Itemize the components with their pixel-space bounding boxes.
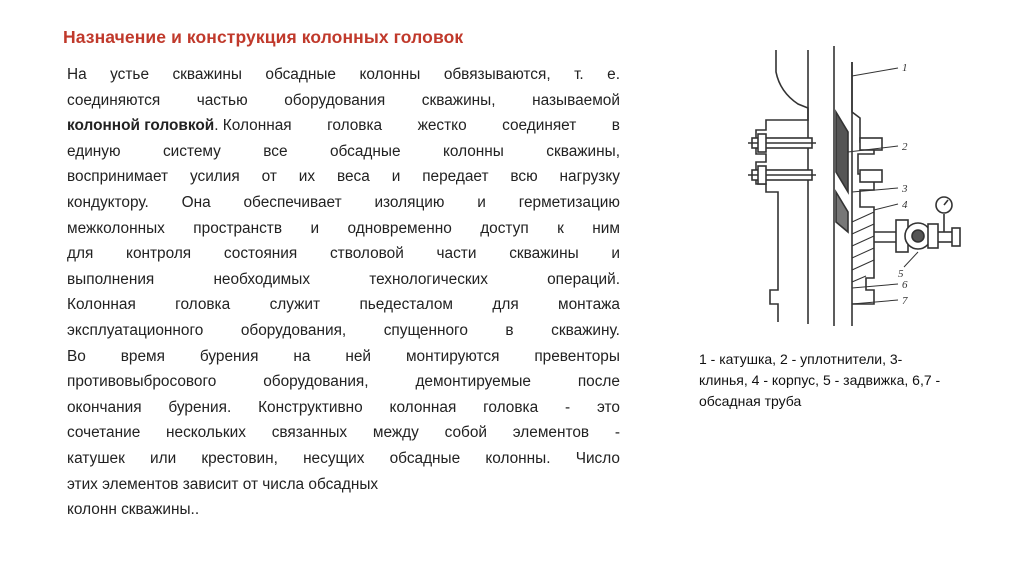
- column-head-diagram: [748, 42, 974, 332]
- diagram-label-1: 1: [902, 62, 908, 74]
- paragraph-line: [67, 344, 620, 370]
- paragraph-word: веса: [336, 168, 370, 186]
- diagram-label-7: 7: [902, 295, 908, 307]
- paragraph-line: [67, 292, 620, 318]
- paragraph-word: На: [67, 66, 87, 83]
- paragraph-word: соединяются: [67, 91, 161, 109]
- paragraph-word: эксплуатационного: [67, 321, 204, 339]
- paragraph-line: [67, 395, 620, 421]
- paragraph-word: элементов: [512, 424, 590, 442]
- right-flange: [852, 62, 874, 304]
- valve: [874, 197, 960, 252]
- paragraph-word: между: [372, 424, 419, 442]
- paragraph-word: служит: [269, 296, 321, 314]
- paragraph-word: колонны: [359, 66, 421, 83]
- diagram-label-6: 6: [902, 279, 908, 291]
- paragraph-text: этих элементов зависит от числа обсадных: [67, 475, 379, 493]
- paragraph-word: противовыбросового: [67, 373, 217, 391]
- paragraph-word: -: [614, 424, 620, 442]
- paragraph-word: Конструктивно: [258, 398, 363, 416]
- caption-line: обсадная труба: [699, 393, 802, 409]
- paragraph-word: сочетание: [67, 424, 141, 442]
- paragraph-word: колонной головкой. Колонная: [67, 117, 292, 135]
- paragraph-line: [67, 267, 620, 293]
- paragraph-word: головка: [483, 398, 539, 416]
- bold-term: колонной головкой: [67, 117, 215, 135]
- paragraph-line: [67, 139, 620, 165]
- paragraph-word: систему: [162, 142, 221, 160]
- paragraph-word: воспринимает: [67, 168, 169, 186]
- diagram-label-3: 3: [902, 183, 908, 195]
- paragraph-word: в: [505, 321, 514, 339]
- paragraph-line: [67, 164, 620, 190]
- diagram-label-5: 5: [898, 268, 904, 280]
- paragraph-word: демонтируемые: [415, 373, 531, 391]
- paragraph-word: их: [298, 168, 316, 186]
- paragraph-word: оборудования,: [263, 373, 369, 391]
- paragraph-word: колонны: [442, 142, 504, 160]
- paragraph-word: соединяет: [502, 117, 577, 135]
- paragraph-word: бурения.: [168, 398, 232, 416]
- paragraph-word: нескольких: [166, 424, 246, 442]
- paragraph-word: окончания: [67, 398, 142, 416]
- paragraph-line: [67, 190, 620, 216]
- paragraph-word: скважины,: [421, 91, 496, 109]
- paragraph-word: называемой: [532, 91, 620, 109]
- paragraph-word: контроля: [126, 245, 192, 263]
- paragraph-word: к: [557, 219, 564, 237]
- paragraph-word: после: [577, 373, 620, 391]
- paragraph-word: всю: [510, 168, 538, 186]
- paragraph-word: Колонная: [67, 296, 136, 314]
- paragraph-word: Она: [181, 193, 211, 211]
- paragraph-line: [67, 446, 620, 472]
- paragraph-line: [67, 88, 620, 114]
- paragraph-text: колонн скважины..: [67, 501, 200, 519]
- paragraph-word: Во: [67, 347, 86, 365]
- paragraph-line: [67, 62, 620, 88]
- paragraph-word: головка: [175, 296, 231, 314]
- paragraph-word: превенторы: [534, 347, 620, 365]
- paragraph-word: связанных: [271, 424, 348, 442]
- paragraph-word: операций.: [547, 270, 620, 288]
- paragraph-word: т.: [574, 66, 584, 83]
- paragraph-line: [67, 420, 620, 446]
- paragraph-line: [67, 318, 620, 344]
- paragraph-word: состояния: [223, 245, 298, 263]
- paragraph-word: скважины,: [546, 142, 620, 160]
- paragraph-word: монтажа: [558, 296, 620, 314]
- paragraph-line: [67, 216, 620, 242]
- paragraph-word: пьедесталом: [359, 296, 453, 314]
- paragraph-word: части: [436, 245, 477, 263]
- paragraph-word: нагрузку: [559, 168, 620, 186]
- paragraph-word: головка: [327, 117, 383, 135]
- paragraph-word: время: [120, 347, 165, 365]
- paragraph-word: и: [391, 168, 401, 186]
- spool-contour: [756, 50, 808, 322]
- paragraph-word: в: [611, 117, 620, 135]
- paragraph-word: одновременно: [347, 219, 452, 237]
- paragraph-word: пространств: [193, 219, 283, 237]
- paragraph-word: Число: [575, 449, 620, 467]
- paragraph-line: [67, 369, 620, 395]
- paragraph-word: передает: [422, 168, 489, 186]
- paragraph-word: и: [310, 219, 320, 237]
- paragraph-word: обсадные: [329, 142, 401, 160]
- paragraph-word: ним: [592, 219, 620, 237]
- paragraph-word: технологических: [369, 270, 488, 288]
- paragraph-word: е.: [607, 66, 620, 83]
- paragraph-word: обсадные: [389, 449, 461, 467]
- diagram-label-2: 2: [902, 141, 908, 153]
- paragraph-word: оборудования,: [240, 321, 347, 339]
- paragraph-word: доступ: [480, 219, 529, 237]
- paragraph-word: межколонных: [67, 219, 165, 237]
- paragraph-line: [67, 472, 620, 498]
- paragraph-word: стволовой: [329, 245, 404, 263]
- paragraph-word: от: [261, 168, 277, 186]
- diagram-label-4: 4: [902, 199, 908, 211]
- paragraph-word: частью: [196, 91, 248, 109]
- paragraph-word: колонная: [389, 398, 457, 416]
- paragraph-line: [67, 497, 620, 523]
- paragraph-word: изоляцию: [374, 193, 445, 211]
- paragraph-word: обеспечивает: [243, 193, 342, 211]
- paragraph-word: несущих: [303, 449, 365, 467]
- caption-line: клинья, 4 - корпус, 5 - задвижка, 6,7 -: [699, 372, 941, 388]
- slips: [836, 112, 848, 192]
- paragraph-word: обвязываются,: [443, 66, 551, 83]
- paragraph-word: жестко: [417, 117, 467, 135]
- paragraph-word: усилия: [189, 168, 240, 186]
- paragraph-word: и: [477, 193, 486, 211]
- paragraph-word: скважины: [172, 66, 242, 83]
- paragraph-word: собой: [444, 424, 487, 442]
- slide-title: Назначение и конструкция колонных головок: [63, 27, 464, 47]
- paragraph-word: выполнения: [67, 270, 155, 288]
- caption-line: 1 - катушка, 2 - уплотнители, 3-: [699, 351, 903, 367]
- diagram-caption: [699, 349, 1009, 412]
- paragraph-line: [67, 241, 620, 267]
- paragraph-word: устье: [110, 66, 150, 83]
- paragraph-word: скважину.: [551, 321, 620, 339]
- paragraph-word: необходимых: [213, 270, 311, 288]
- paragraph-word: ней: [345, 347, 372, 365]
- paragraph-word: катушек: [67, 449, 125, 467]
- paragraph-word: герметизацию: [518, 193, 620, 211]
- paragraph-word: для: [492, 296, 519, 314]
- body-paragraph: [67, 62, 620, 523]
- paragraph-word: колонны.: [485, 449, 551, 467]
- paragraph-word: бурения: [199, 347, 259, 365]
- paragraph-line: [67, 113, 620, 139]
- paragraph-word: и: [611, 245, 620, 263]
- paragraph-word: это: [596, 398, 620, 416]
- paragraph-word: или: [150, 449, 177, 467]
- paragraph-word: единую: [67, 142, 121, 160]
- paragraph-word: все: [263, 142, 288, 160]
- paragraph-word: кондуктору.: [67, 193, 149, 211]
- paragraph-word: крестовин,: [201, 449, 278, 467]
- paragraph-word: обсадные: [265, 66, 336, 83]
- paragraph-word: монтируются: [405, 347, 500, 365]
- paragraph-word: на: [293, 347, 311, 365]
- paragraph-word: для: [67, 245, 94, 263]
- paragraph-word: оборудования: [284, 91, 386, 109]
- paragraph-word: -: [565, 398, 571, 416]
- paragraph-word: спущенного: [383, 321, 468, 339]
- paragraph-word: скважины: [509, 245, 579, 263]
